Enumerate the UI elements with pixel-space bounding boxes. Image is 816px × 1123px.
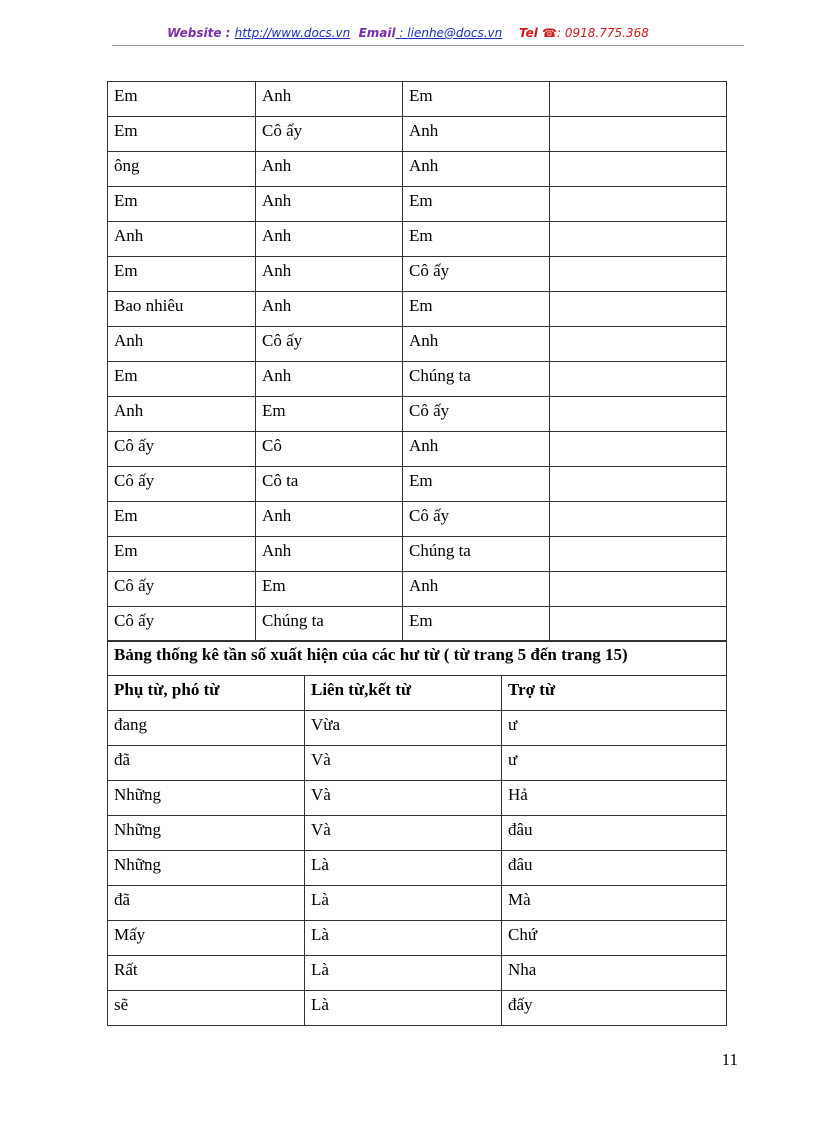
table-row <box>108 222 727 257</box>
table-cell: Anh <box>256 537 403 572</box>
table-cell: Anh <box>403 117 550 152</box>
table-cell: Em <box>403 467 550 502</box>
table-cell: Cô ấy <box>108 467 256 502</box>
table-cell: Anh <box>256 152 403 187</box>
table-cell: Anh <box>256 187 403 222</box>
table-cell: Anh <box>108 397 256 432</box>
table-row <box>108 781 727 816</box>
table-cell: Là <box>305 851 502 886</box>
table-cell: Em <box>256 397 403 432</box>
tel-label: Tel ☎ <box>518 26 557 40</box>
table-cell: Anh <box>256 257 403 292</box>
table-cell: đâu <box>502 816 727 851</box>
table-row <box>108 572 727 607</box>
table-cell: Em <box>108 117 256 152</box>
table-cell: Em <box>108 502 256 537</box>
table-cell: Em <box>403 222 550 257</box>
table-cell: Em <box>108 362 256 397</box>
table-cell: Anh <box>403 152 550 187</box>
table-cell: ư <box>502 746 727 781</box>
table-cell: Em <box>108 187 256 222</box>
table-cell: Chúng ta <box>256 607 403 642</box>
table-cell <box>550 572 727 607</box>
table-cell <box>550 362 727 397</box>
table-cell: Em <box>403 82 550 117</box>
table-row <box>108 467 727 502</box>
table-cell: Nha <box>502 956 727 991</box>
column-header: Liên từ,kết từ <box>305 676 502 711</box>
table-row <box>108 187 727 222</box>
table-cell: Mấy <box>108 921 305 956</box>
table-row <box>108 82 727 117</box>
table-cell: Những <box>108 816 305 851</box>
email-link[interactable]: lienhe@docs.vn <box>407 26 503 40</box>
table-row <box>108 886 727 921</box>
email-separator: : <box>395 26 408 40</box>
table-cell <box>550 82 727 117</box>
table-cell: Rất <box>108 956 305 991</box>
table-row <box>108 362 727 397</box>
table-cell: Là <box>305 886 502 921</box>
table-cell <box>550 292 727 327</box>
table-cell <box>550 397 727 432</box>
table-cell: Cô ấy <box>256 117 403 152</box>
table-cell: Cô ta <box>256 467 403 502</box>
table-cell: Là <box>305 956 502 991</box>
table-cell: Là <box>305 991 502 1026</box>
table-cell <box>550 257 727 292</box>
table-cell: Em <box>108 82 256 117</box>
table-cell: Chúng ta <box>403 537 550 572</box>
table-row <box>108 432 727 467</box>
table-cell: Anh <box>403 432 550 467</box>
pronoun-table <box>107 81 727 642</box>
table-row <box>108 537 727 572</box>
table-row <box>108 711 727 746</box>
table-cell: Vừa <box>305 711 502 746</box>
email-label: Email <box>358 26 396 40</box>
table-row <box>108 397 727 432</box>
table-row <box>108 956 727 991</box>
column-header: Phụ từ, phó từ <box>108 676 305 711</box>
table-cell <box>550 187 727 222</box>
table-cell: Cô ấy <box>108 572 256 607</box>
table-cell: đã <box>108 886 305 921</box>
table-cell: Em <box>108 257 256 292</box>
table-cell: đang <box>108 711 305 746</box>
table-cell: Những <box>108 781 305 816</box>
table-title-row <box>108 641 727 676</box>
table-cell: Và <box>305 816 502 851</box>
table-cell: ông <box>108 152 256 187</box>
table-cell <box>550 467 727 502</box>
table-cell: Anh <box>256 222 403 257</box>
website-label: Website : <box>167 26 235 40</box>
table-cell: ư <box>502 711 727 746</box>
table-cell: Cô ấy <box>403 257 550 292</box>
table-cell <box>550 537 727 572</box>
table-row <box>108 257 727 292</box>
table-cell: Hả <box>502 781 727 816</box>
table-cell <box>550 222 727 257</box>
table-cell: Cô ấy <box>108 432 256 467</box>
table-cell: Bao nhiêu <box>108 292 256 327</box>
table-cell: Anh <box>256 502 403 537</box>
table-cell: Anh <box>108 222 256 257</box>
table-cell <box>550 117 727 152</box>
tel-value: : 0918.775.368 <box>557 26 649 40</box>
table-cell: sẽ <box>108 991 305 1026</box>
table-cell <box>550 327 727 362</box>
table-cell <box>550 607 727 642</box>
table-cell: Anh <box>403 572 550 607</box>
column-header: Trợ từ <box>502 676 727 711</box>
table-cell: Anh <box>256 82 403 117</box>
table-row <box>108 921 727 956</box>
table-row <box>108 292 727 327</box>
table-header-row <box>108 676 727 711</box>
table-cell <box>550 432 727 467</box>
table-cell: Cô <box>256 432 403 467</box>
table-cell: Cô ấy <box>403 397 550 432</box>
table-title: Bảng thống kê tần số xuất hiện của các hư từ ( từ trang 5 đến trang 15) <box>108 641 727 676</box>
page-header <box>0 26 816 40</box>
table-cell: đâu <box>502 851 727 886</box>
page-number: 11 <box>721 1050 738 1069</box>
table-cell: Em <box>108 537 256 572</box>
function-word-table <box>107 640 727 1026</box>
table-cell: Em <box>256 572 403 607</box>
table-row <box>108 152 727 187</box>
table-cell: Chứ <box>502 921 727 956</box>
table-cell: Chúng ta <box>403 362 550 397</box>
table-row <box>108 851 727 886</box>
table-row <box>108 991 727 1026</box>
table-cell: Và <box>305 781 502 816</box>
table-cell: Em <box>403 292 550 327</box>
table-cell: Anh <box>256 292 403 327</box>
table-cell: đấy <box>502 991 727 1026</box>
table-row <box>108 327 727 362</box>
table-cell: Và <box>305 746 502 781</box>
table-row <box>108 117 727 152</box>
table-cell: Anh <box>108 327 256 362</box>
table-cell: Cô ấy <box>108 607 256 642</box>
table-row <box>108 607 727 642</box>
table-row <box>108 816 727 851</box>
table-cell: Cô ấy <box>403 502 550 537</box>
table-cell: Những <box>108 851 305 886</box>
website-link[interactable]: http://www.docs.vn <box>234 26 351 40</box>
table-cell: Cô ấy <box>256 327 403 362</box>
table-cell: Mà <box>502 886 727 921</box>
table-cell: Là <box>305 921 502 956</box>
table-row <box>108 502 727 537</box>
table-cell: Anh <box>403 327 550 362</box>
header-divider <box>112 45 744 46</box>
table-cell <box>550 152 727 187</box>
table-cell: Em <box>403 607 550 642</box>
table-row <box>108 746 727 781</box>
table-cell <box>550 502 727 537</box>
table-cell: Em <box>403 187 550 222</box>
table-cell: Anh <box>256 362 403 397</box>
table-cell: đã <box>108 746 305 781</box>
